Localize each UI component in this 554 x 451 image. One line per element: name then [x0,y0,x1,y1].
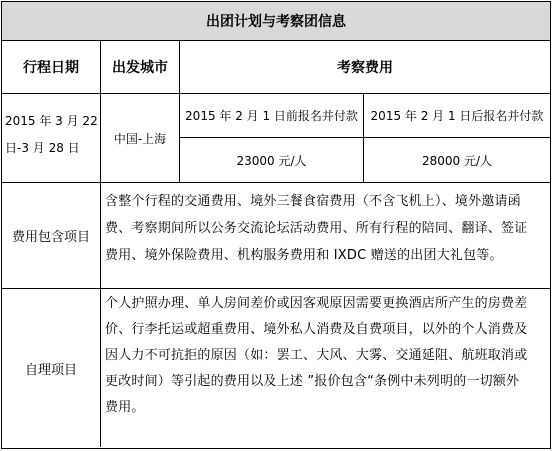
self-line: 个人护照办理、单人房间差价或因客观原因需要更换酒店所产生的房费差 [105,296,528,311]
self-line: 因人力不可抗拒的原因（如：罢工、大风、大雾、交通延阻、航班取消或 [105,348,528,363]
included-label: 费用包含项目 [11,230,90,245]
self-label: 自理项目 [24,362,77,378]
header-fees: 考察费用 [337,60,393,76]
self-line: 费用。 [105,400,145,415]
header-city: 出发城市 [112,60,168,76]
included-text [101,191,550,286]
self-line: 价、行李托运或超重费用、境外私人消费及自费项目，以外的个人消费及 [105,322,528,337]
info-table [1,1,551,449]
col-divider [363,94,364,182]
fee-before-value: 23000 元/人 [236,153,307,168]
dates-line-2: 日-3 月 28 日 [5,141,80,155]
col-divider [100,41,101,182]
self-text [101,293,550,447]
col-divider [179,41,180,182]
city-cell: 中国-上海 [113,131,167,146]
included-line: 费用、境外保险费用、机构服务费用和 IXDC 赠送的出团大礼包等。 [105,248,503,263]
included-line: 费、考察期间所以公务交流论坛活动费用、所有行程的陪同、翻译、签证 [105,221,528,236]
header-dates: 行程日期 [23,60,79,76]
fee-before-label: 2015 年 2 月 1 日前报名并付款 [185,109,358,123]
fee-after-label: 2015 年 2 月 1 日后报名并付款 [370,109,544,123]
fee-after-value: 28000 元/人 [421,153,493,168]
dates-line-1: 2015 年 3 月 22 [5,114,98,128]
self-line: 更改时间）等引起的费用以及上述 ”报价包含“条例中未列明的一切额外 [105,374,520,389]
table-title: 出团计划与考察团信息 [2,2,550,40]
included-line: 含整个行程的交通费用、境外三餐食宿费用（不含飞机上）、境外邀请函 [105,194,521,209]
dates-cell [2,94,100,182]
